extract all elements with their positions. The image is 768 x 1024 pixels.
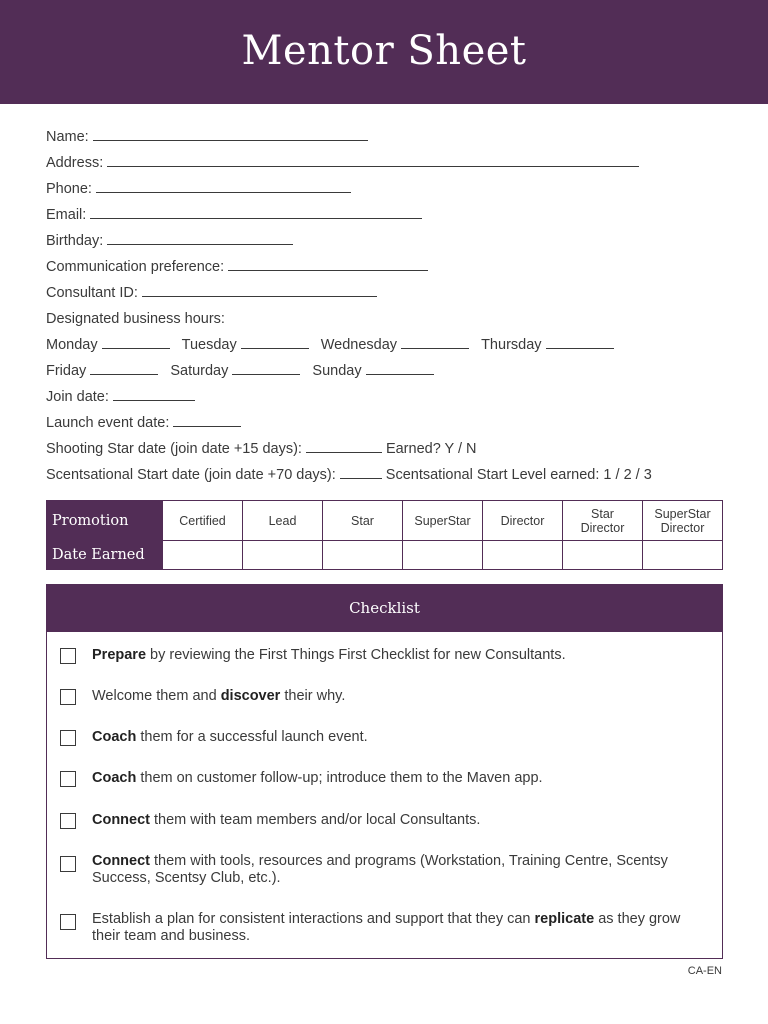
checklist-item-text: Coach them for a successful launch event. bbox=[92, 729, 368, 745]
info-fields bbox=[46, 126, 726, 490]
page-title: Mentor Sheet bbox=[241, 28, 527, 74]
checkbox[interactable] bbox=[60, 648, 76, 664]
level-superstar: SuperStar bbox=[403, 501, 483, 541]
communication-blank[interactable] bbox=[228, 256, 428, 271]
promotion-table bbox=[46, 500, 723, 570]
thursday-blank[interactable] bbox=[546, 334, 614, 349]
launch-date-row bbox=[46, 412, 726, 438]
tuesday-label: Tuesday bbox=[181, 337, 237, 353]
checkbox[interactable] bbox=[60, 771, 76, 787]
monday-blank[interactable] bbox=[102, 334, 170, 349]
weekday-row-1 bbox=[46, 334, 726, 360]
birthday-row bbox=[46, 230, 726, 256]
consultant-id-blank[interactable] bbox=[142, 282, 377, 297]
checklist-item-text: Establish a plan for consistent interactions and support that they can replicate as they grow their team and business. bbox=[92, 911, 681, 944]
level-star-director: Star Director bbox=[563, 501, 643, 541]
join-date-row bbox=[46, 386, 726, 412]
shooting-star-label: Shooting Star date (join date +15 days): bbox=[46, 441, 302, 457]
weekday-row-2 bbox=[46, 360, 726, 386]
level-lead: Lead bbox=[243, 501, 323, 541]
business-hours-row bbox=[46, 308, 726, 334]
address-row bbox=[46, 152, 726, 178]
level-director: Director bbox=[483, 501, 563, 541]
checkbox[interactable] bbox=[60, 689, 76, 705]
checkbox[interactable] bbox=[60, 813, 76, 829]
shooting-star-row bbox=[46, 438, 726, 464]
birthday-blank[interactable] bbox=[107, 230, 293, 245]
scentsational-blank[interactable] bbox=[340, 464, 382, 479]
checkbox[interactable] bbox=[60, 914, 76, 930]
date-earned-label: Date Earned bbox=[47, 541, 163, 570]
scentsational-label: Scentsational Start date (join date +70 days): bbox=[46, 467, 336, 483]
monday-label: Monday bbox=[46, 337, 98, 353]
name-row bbox=[46, 126, 726, 152]
address-blank[interactable] bbox=[107, 152, 639, 167]
join-date-label: Join date: bbox=[46, 389, 109, 405]
checklist-item-text: Connect them with tools, resources and programs (Workstation, Training Centre, Scentsy Success, Scentsy Club, etc.). bbox=[92, 853, 668, 886]
scentsational-row bbox=[46, 464, 726, 490]
thursday-label: Thursday bbox=[481, 337, 542, 353]
consultant-id-row bbox=[46, 282, 726, 308]
phone-label: Phone: bbox=[46, 181, 92, 197]
email-row bbox=[46, 204, 726, 230]
date-cell-superstar[interactable] bbox=[403, 541, 483, 570]
sunday-blank[interactable] bbox=[366, 360, 434, 375]
join-date-blank[interactable] bbox=[113, 386, 195, 401]
launch-date-blank[interactable] bbox=[173, 412, 241, 427]
checklist-panel bbox=[46, 584, 723, 959]
scentsational-level-label: Scentsational Start Level earned: 1 / 2 / 3 bbox=[385, 467, 652, 483]
checkbox[interactable] bbox=[60, 856, 76, 872]
wednesday-label: Wednesday bbox=[320, 337, 398, 353]
communication-row bbox=[46, 256, 726, 282]
header-banner bbox=[0, 0, 768, 104]
address-label: Address: bbox=[46, 155, 104, 171]
business-hours-label: Designated business hours: bbox=[46, 311, 225, 327]
level-superstar-director: SuperStar Director bbox=[643, 501, 723, 541]
email-label: Email: bbox=[46, 207, 87, 223]
level-certified: Certified bbox=[163, 501, 243, 541]
checklist-item-text: Coach them on customer follow-up; introduce them to the Maven app. bbox=[92, 770, 543, 786]
name-label: Name: bbox=[46, 129, 89, 145]
checklist-item-text: Prepare by reviewing the First Things First Checklist for new Consultants. bbox=[92, 647, 566, 663]
date-cell-lead[interactable] bbox=[243, 541, 323, 570]
sunday-label: Sunday bbox=[312, 363, 362, 379]
phone-row bbox=[46, 178, 726, 204]
date-cell-certified[interactable] bbox=[163, 541, 243, 570]
earned-yn-label: Earned? Y / N bbox=[385, 441, 477, 457]
date-cell-star[interactable] bbox=[323, 541, 403, 570]
birthday-label: Birthday: bbox=[46, 233, 104, 249]
promotion-row bbox=[47, 501, 723, 541]
communication-label: Communication preference: bbox=[46, 259, 225, 275]
friday-label: Friday bbox=[46, 363, 87, 379]
friday-blank[interactable] bbox=[90, 360, 158, 375]
saturday-blank[interactable] bbox=[232, 360, 300, 375]
phone-blank[interactable] bbox=[96, 178, 351, 193]
email-blank[interactable] bbox=[90, 204, 422, 219]
saturday-label: Saturday bbox=[170, 363, 229, 379]
consultant-id-label: Consultant ID: bbox=[46, 285, 138, 301]
launch-date-label: Launch event date: bbox=[46, 415, 170, 431]
name-blank[interactable] bbox=[93, 126, 368, 141]
checklist-title: Checklist bbox=[47, 585, 722, 632]
date-cell-star-director[interactable] bbox=[563, 541, 643, 570]
checklist-item-text: Connect them with team members and/or local Consultants. bbox=[92, 812, 481, 828]
date-cell-superstar-director[interactable] bbox=[643, 541, 723, 570]
promotion-label: Promotion bbox=[47, 501, 163, 541]
tuesday-blank[interactable] bbox=[241, 334, 309, 349]
date-cell-director[interactable] bbox=[483, 541, 563, 570]
date-earned-row bbox=[47, 541, 723, 570]
shooting-star-blank[interactable] bbox=[306, 438, 382, 453]
level-star: Star bbox=[323, 501, 403, 541]
footer-code: CA-EN bbox=[687, 965, 722, 977]
checklist-item-text: Welcome them and discover their why. bbox=[92, 688, 346, 704]
wednesday-blank[interactable] bbox=[401, 334, 469, 349]
checkbox[interactable] bbox=[60, 730, 76, 746]
